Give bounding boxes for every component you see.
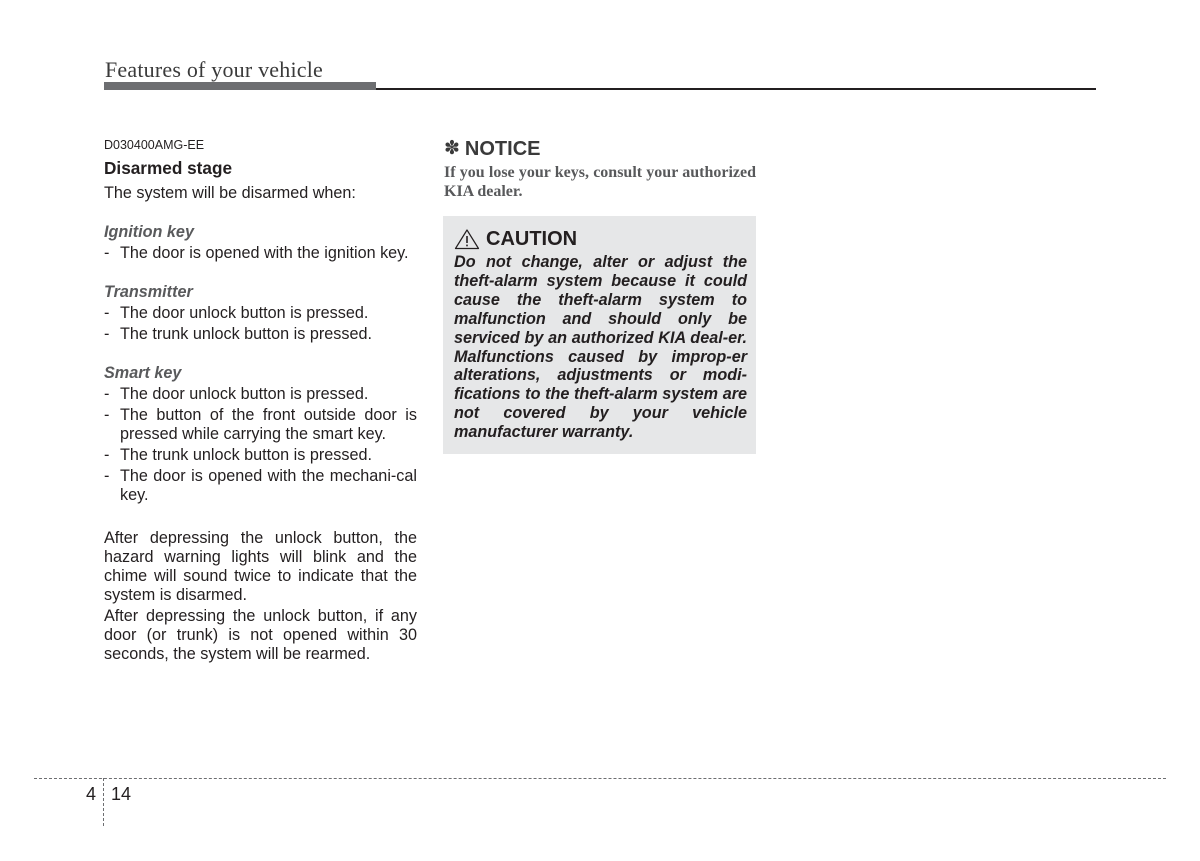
notice-title: NOTICE	[464, 138, 541, 160]
notice-title-row	[444, 137, 756, 161]
header-title: Features of your vehicle	[105, 57, 324, 82]
paragraph-rearm: After depressing the unlock button, if any door (or trunk) is not opened within 30 seconds, the system will be rearmed.	[104, 607, 417, 663]
list-transmitter	[104, 304, 417, 344]
subhead-ignition-key: Ignition key	[104, 223, 194, 241]
list-item: - The trunk unlock button is pressed.	[104, 446, 417, 465]
caution-title: CAUTION	[486, 227, 578, 250]
paragraph-disarm-indication: After depressing the unlock button, the hazard warning lights will blink and the chime will sound twice to indicate that the system is disarmed.	[104, 529, 417, 604]
caution-body: Do not change, alter or adjust the theft-alarm system because it could cause the theft-alarm system to malfunction and should only be serviced by an authorized KIA deal-er. Malfunctions caused by improp-er alterations, adjustments or modi-fications to the theft-alarm system are not covered by your vehicle manufacturer warranty.	[454, 253, 747, 442]
notice-star-icon: ✽	[444, 138, 460, 159]
page-number: 14	[111, 784, 132, 804]
footer-vertical-divider	[103, 778, 104, 826]
caution-box	[443, 216, 756, 454]
list-item: - The door is opened with the ignition key.	[104, 244, 417, 263]
page-chapter-number: 4	[86, 784, 97, 804]
list-item: - The button of the front outside door is pressed while carrying the smart key.	[104, 406, 417, 444]
header-rule-thin	[376, 88, 1096, 90]
list-ignition-key	[104, 244, 417, 263]
caution-title-row	[454, 226, 747, 252]
list-smart-key	[104, 385, 417, 505]
warning-triangle-icon	[454, 228, 480, 250]
section-heading: Disarmed stage	[104, 158, 233, 178]
footer-divider	[34, 778, 1166, 779]
subhead-smart-key: Smart key	[104, 364, 182, 382]
list-item: - The trunk unlock button is pressed.	[104, 325, 417, 344]
subhead-transmitter: Transmitter	[104, 283, 193, 301]
header-rule-thick	[104, 82, 376, 90]
list-item: - The door unlock button is pressed.	[104, 304, 417, 323]
section-code: D030400AMG-EE	[104, 138, 205, 152]
section-intro: The system will be disarmed when:	[104, 184, 356, 202]
list-item: - The door unlock button is pressed.	[104, 385, 417, 404]
left-column	[104, 138, 417, 664]
list-item: - The door is opened with the mechani-cal key.	[104, 467, 417, 505]
notice-box	[444, 137, 756, 201]
notice-body: If you lose your keys, consult your authorized KIA dealer.	[444, 164, 756, 200]
